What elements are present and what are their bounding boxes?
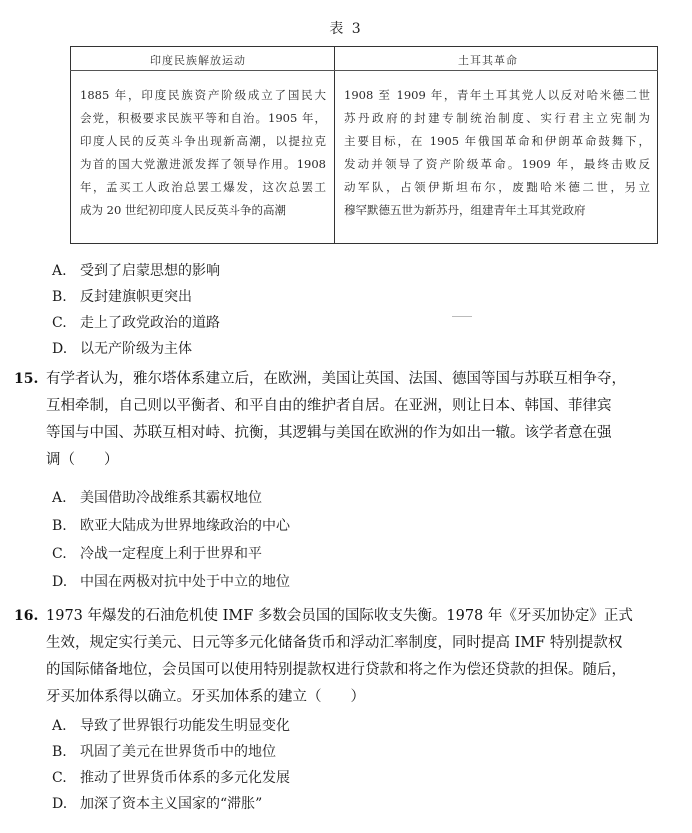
option-d: D. 加深了资本主义国家的“滞胀” [52, 796, 263, 812]
table-left-line: 1885 年，印度民族资产阶级成立了国民大 [80, 88, 326, 102]
table-left-line: 成为 20 世纪初印度人民反英斗争的高潮 [80, 203, 286, 217]
table-header-rule [70, 70, 658, 71]
table-header-right: 土耳其革命 [458, 54, 518, 67]
q14-options [52, 258, 220, 362]
option-b: B. 巩固了美元在世界货币中的地位 [52, 744, 276, 760]
table-right-line: 1908 至 1909 年，青年土耳其党人以反对哈米德二世 [344, 88, 650, 102]
option-b: B. 反封建旗帜更突出 [52, 289, 192, 305]
option-c: C. 走上了政党政治的道路 [52, 315, 220, 331]
table-cell-right [344, 84, 650, 222]
q15-options [52, 484, 290, 596]
table-left-line: 印度人民的反英斗争出现新高潮，以提拉克 [80, 134, 326, 148]
option-c: C. 冷战一定程度上利于世界和平 [52, 546, 262, 562]
question-16-stem [46, 603, 686, 711]
q16-options [52, 713, 290, 817]
table-right-line: 穆罕默德五世为新苏丹，组建青年土耳其党政府 [344, 203, 586, 217]
option-a: A. 导致了世界银行功能发生明显变化 [52, 718, 290, 734]
question-line: 等国与中国、苏联互相对峙、抗衡，其逻辑与美国在欧洲的作为如出一辙。该学者意在强 [46, 425, 612, 441]
table-left-line: 年，孟买工人政治总罢工爆发，这次总罢工 [80, 180, 326, 194]
question-line: 调（ ） [46, 452, 119, 468]
option-b: B. 欧亚大陆成为世界地缘政治的中心 [52, 518, 290, 534]
option-d: D. 中国在两极对抗中处于中立的地位 [52, 574, 290, 590]
table-right-line: 发动并领导了资产阶级革命。1909 年，最终击败反 [344, 157, 650, 171]
question-15-number: 15. [14, 371, 39, 387]
question-line: 生效，规定实行美元、日元等多元化储备货币和浮动汇率制度，同时提高 IMF 特别提款权 [46, 635, 623, 651]
table-header-left: 印度民族解放运动 [150, 54, 246, 67]
option-d: D. 以无产阶级为主体 [52, 341, 192, 357]
table-cell-left [80, 84, 326, 222]
question-line: 1973 年爆发的石油危机使 IMF 多数会员国的国际收支失衡。1978 年《牙买加协定》正式 [46, 608, 633, 624]
scan-mark [452, 316, 472, 317]
table-column-divider [334, 46, 335, 244]
table-right-line: 动军队，占领伊斯坦布尔，废黜哈米德二世，另立 [344, 180, 650, 194]
question-line: 的国际储备地位，会员国可以使用特别提款权进行贷款和将之作为偿还贷款的担保。随后， [46, 662, 626, 678]
table-left-line: 会党，积极要求民族平等和自治。1905 年， [80, 111, 326, 125]
table-right-line: 主要目标，在 1905 年俄国革命和伊朗革命鼓舞下， [344, 134, 650, 148]
option-c: C. 推动了世界货币体系的多元化发展 [52, 770, 290, 786]
table-left-line: 为首的国大党激进派发挥了领导作用。1908 [80, 157, 326, 171]
table-right-line: 苏丹政府的封建专制统治制度、实行君主立宪制为 [344, 111, 650, 125]
question-line: 互相牵制，自己则以平衡者、和平自由的维护者自居。在亚洲，则让日本、韩国、菲律宾 [46, 398, 612, 414]
question-16-number: 16. [14, 608, 39, 624]
question-line: 牙买加体系得以确立。牙买加体系的建立（ ） [46, 689, 365, 705]
table-caption: 表 3 [329, 21, 363, 37]
question-15-stem [46, 366, 686, 474]
question-line: 有学者认为，雅尔塔体系建立后，在欧洲，美国让英国、法国、德国等国与苏联互相争夺， [46, 371, 626, 387]
option-a: A. 受到了启蒙思想的影响 [52, 263, 220, 279]
option-a: A. 美国借助冷战维系其霸权地位 [52, 490, 262, 506]
